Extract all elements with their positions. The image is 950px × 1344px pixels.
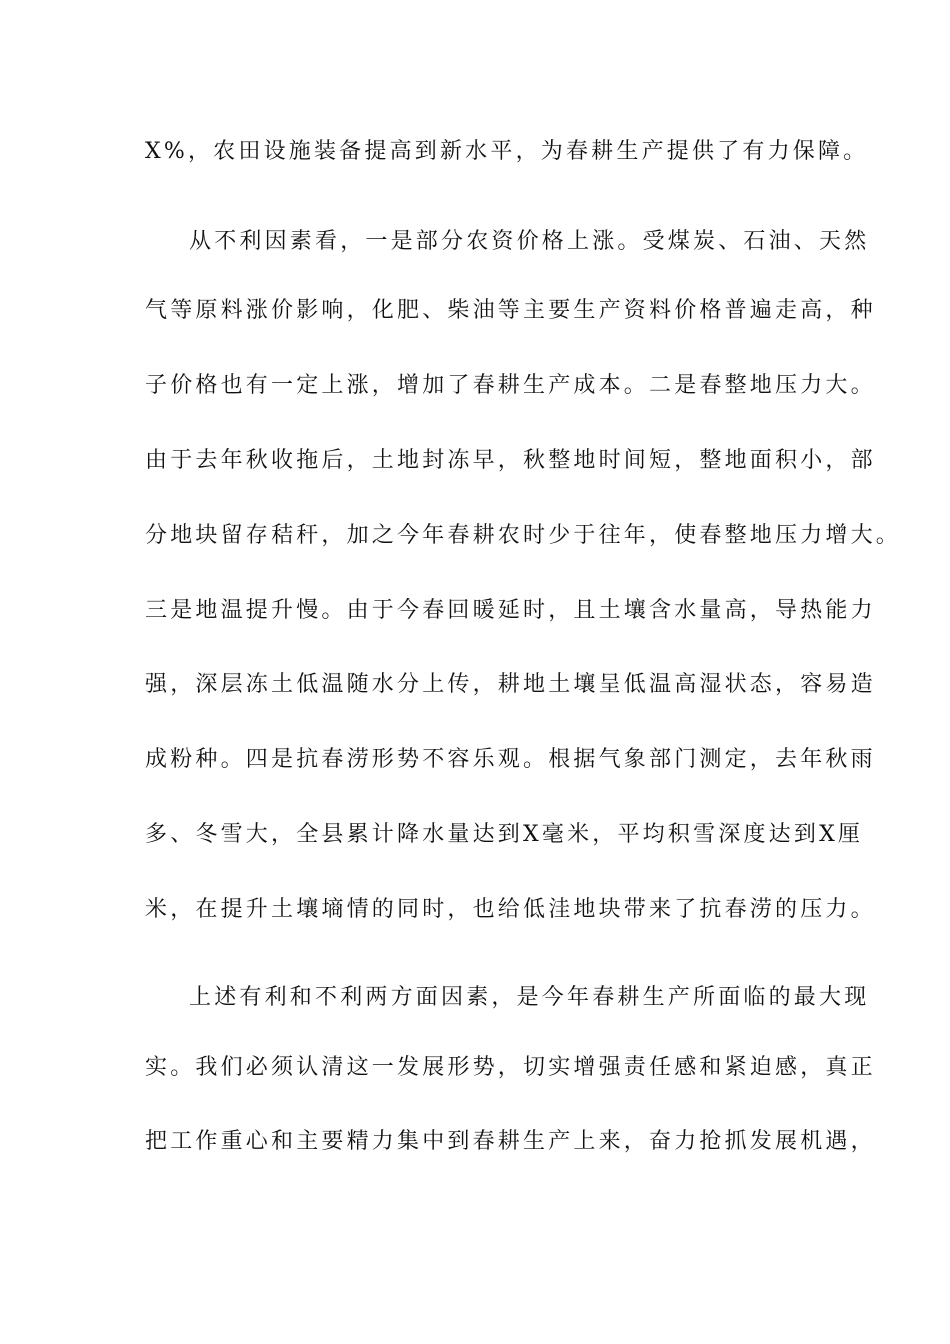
text-line: 气等原料涨价影响，化肥、柴油等主要生产资料价格普遍走高，种 — [145, 298, 876, 323]
text-line: 米，在提升土壤墒情的同时，也给低洼地块带来了抗春涝的压力。 — [145, 897, 876, 922]
text-line: 实。我们必须认清这一发展形势，切实增强责任感和紧迫感，真正 — [145, 1055, 876, 1080]
text-line: 三是地温提升慢。由于今春回暖延时，且土壤含水量高，导热能力 — [145, 598, 876, 623]
text-line: X%，农田设施装备提高到新水平，为春耕生产提供了有力保障。 — [145, 139, 869, 164]
paragraph-first-line: 上述有利和不利两方面因素，是今年春耕生产所面临的最大现 — [189, 985, 870, 1010]
text-line: 多、冬雪大，全县累计降水量达到X毫米，平均积雪深度达到X厘 — [145, 822, 864, 847]
text-line: 把工作重心和主要精力集中到春耕生产上来，奋力抢抓发展机遇， — [145, 1129, 876, 1154]
text-line: 子价格也有一定上涨，增加了春耕生产成本。二是春整地压力大。 — [145, 373, 876, 398]
text-line: 强，深层冻土低温随水分上传，耕地土壤呈低温高湿状态，容易造 — [145, 672, 876, 697]
paragraph-first-line: 从不利因素看，一是部分农资价格上涨。受煤炭、石油、天然 — [189, 229, 870, 254]
text-line: 由于去年秋收拖后，土地封冻早，秋整地时间短，整地面积小，部 — [145, 448, 876, 473]
text-line: 分地块留存秸秆，加之今年春耕农时少于往年，使春整地压力增大。 — [145, 523, 902, 548]
text-line: 成粉种。四是抗春涝形势不容乐观。根据气象部门测定，去年秋雨 — [145, 747, 876, 772]
